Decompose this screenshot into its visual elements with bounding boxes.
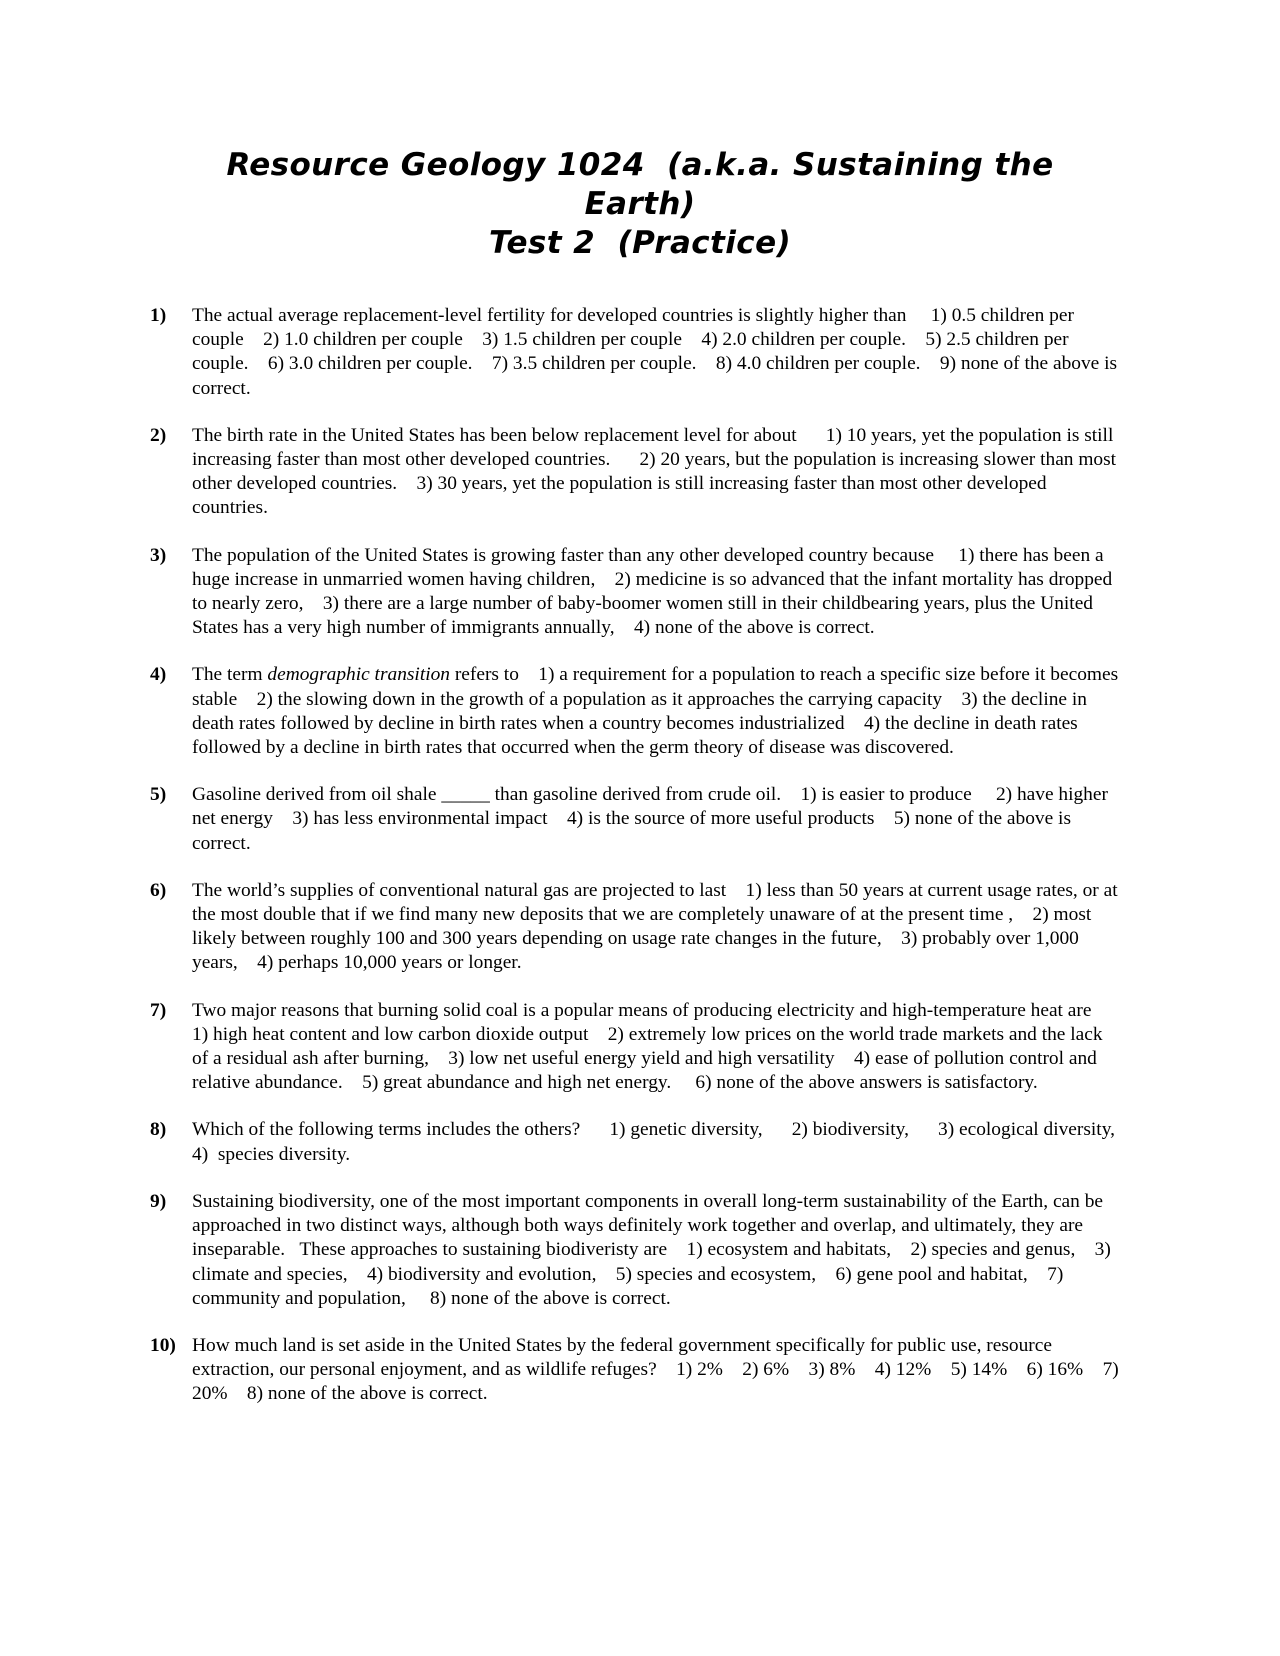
question-text: Two major reasons that burning solid coal is a popular means of producing electricity and high-temperature heat are 1) high heat content and low carbon dioxide output 2) extremely low prices on the world trade markets and the lack of a residual ash after burning, 3) low net useful energy yield and high versatility 4) ease of pollution control and relative abundance. 5) great abundance and high net energy. 6) none of the above answers is satisfactory. [192, 999, 1111, 1094]
question-2 [150, 424, 1120, 521]
question-4 [150, 663, 1123, 760]
question-number: 8) [150, 1119, 167, 1141]
question-9 [150, 1190, 1120, 1311]
question-text: Sustaining biodiversity, one of the most important components in overall long-term sustainability of the Earth, can be approached in two distinct ways, although both ways definitely work together and overlap, and ultimately, they are inseparable. These approaches to sustaining biodiveristy are 1) ecosystem and habitats, 2) species and genus, 3) climate and species, 4) biodiversity and evolution, 5) species and ecosystem, 6) gene pool and habitat, 7) community and population, 8) none of the above is correct. [192, 1190, 1116, 1309]
question-1 [150, 304, 1120, 401]
question-number: 9) [150, 1190, 167, 1212]
question-text: The actual average replacement-level fertility for developed countries is slightly higher than 1) 0.5 children per couple 2) 1.0 children per couple 3) 1.5 children per couple 4) 2.0 children per couple. 5) 2.5 children per couple. 6) 3.0 children per couple. 7) 3.5 children per couple. 8) 4.0 children per couple. 9) none of the above is correct. [192, 305, 1122, 399]
question-text: The birth rate in the United States has been below replacement level for about 1) 10 years, yet the population is still increasing faster than most other developed countries. 2) 20 years, but the population is increasing slower than most other developed countries. 3) 30 years, yet the population is still increasing faster than most other developed countries. [192, 424, 1121, 519]
question-text: Which of the following terms includes the others? 1) genetic diversity, 2) biodiversity, 3) ecological diversity, 4) species diversity. [192, 1119, 1145, 1165]
question-number: 7) [150, 999, 167, 1021]
question-number: 1) [150, 305, 167, 326]
title-line-course: Resource Geology 1024 (a.k.a. Sustaining the [226, 147, 1054, 183]
question-text-after: refers to 1) a requirement for a population to reach a specific size before it becomes stable 2) the slowing down in the growth of a population as it approaches the carrying capacity 3) the decline in death rates followed by decline in birth rates when a country becomes industrialized 4) the decline in death rates followed by a decline in birth rates that occurred when the germ theory of disease was discovered. [192, 664, 1123, 759]
question-7 [150, 999, 1120, 1096]
term-demographic-transition: demographic transition [267, 664, 450, 686]
document-title [150, 146, 1130, 263]
question-8 [150, 1118, 1145, 1166]
question-text-before: The term [192, 664, 268, 686]
question-number: 5) [150, 784, 167, 806]
question-text: The population of the United States is growing faster than any other developed country because 1) there has been a huge increase in unmarried women having children, 2) medicine is so advanced that the infant mortality has dropped to nearly zero, 3) there are a large number of baby-boomer women still in their childbearing years, plus the United States has a very high number of immigrants annually, 4) none of the above is correct. [192, 544, 1118, 639]
question-number: 4) [150, 664, 167, 686]
question-text: How much land is set aside in the United States by the federal government specifically for public use, resource extraction, our personal enjoyment, and as wildlife refuges? 1) 2% 2) 6% 3) 8% 4) 12% 5) 14% 6) 16% 7) 20% 8) none of the above is correct. [192, 1334, 1124, 1405]
question-text: The world’s supplies of conventional natural gas are projected to last 1) less than 50 years at current usage rates, or at the most double that if we find many new deposits that we are completely unaware of at the present time , 2) most likely between roughly 100 and 300 years depending on usage rate changes in the future, 3) probably over 1,000 years, 4) perhaps 10,000 years or longer. [192, 879, 1123, 974]
title-line-test: Test 2 (Practice) [488, 225, 792, 261]
question-text [192, 663, 1123, 760]
question-3 [150, 544, 1120, 641]
question-10 [150, 1334, 1124, 1407]
question-number: 10) [150, 1334, 176, 1356]
question-text: Gasoline derived from oil shale _____ than gasoline derived from crude oil. 1) is easier to produce 2) have higher net energy 3) has less environmental impact 4) is the source of more useful products 5) none of the above is correct. [192, 784, 1113, 854]
question-number: 3) [150, 544, 167, 566]
question-number: 2) [150, 424, 167, 446]
question-number: 6) [150, 879, 167, 901]
question-6 [150, 879, 1123, 976]
question-5 [150, 783, 1120, 856]
title-line-subtitle: Earth) [584, 186, 696, 222]
question-list [150, 304, 1145, 1430]
